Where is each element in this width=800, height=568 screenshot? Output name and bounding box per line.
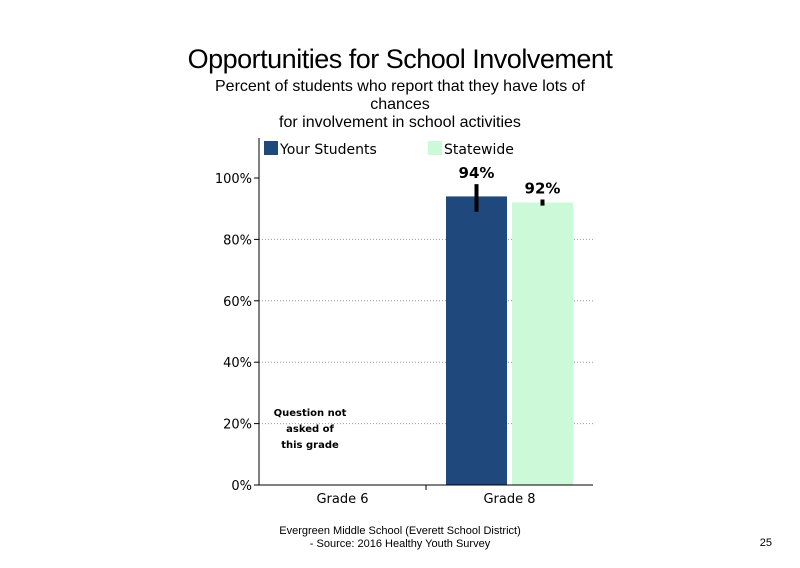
y-tick-label: 100% (214, 172, 252, 187)
data-labels (459, 164, 561, 197)
grade-6-annotation (274, 408, 347, 451)
subtitle-line-1: Percent of students who report that they have lots of (215, 78, 585, 95)
legend-swatch-your-students (264, 141, 278, 155)
y-tick-label: 20% (223, 417, 252, 433)
footer-source (250, 525, 550, 551)
annotation-line-3: this grade (281, 440, 339, 451)
y-tick-label: 0% (231, 479, 252, 494)
y-tick-label: 80% (223, 233, 252, 249)
chart-title: Opportunities for School Involvement (187, 44, 613, 74)
legend-label-your-students: Your Students (280, 142, 377, 158)
page-number: 25 (759, 537, 772, 549)
annotation-line-1: Question not (273, 408, 347, 419)
annotation-line-2: asked of (286, 424, 334, 435)
bar-statewide (512, 203, 573, 485)
footer-line-1: Evergreen Middle School (Everett School District) (279, 525, 521, 537)
subtitle-line-3: for involvement in school activities (279, 114, 521, 131)
legend-swatch-statewide (428, 141, 442, 155)
bars (446, 196, 573, 485)
data-label: 94% (458, 164, 495, 183)
subtitle-line-2: chances (370, 96, 430, 113)
data-label: 92% (524, 179, 561, 198)
footer-line-2: - Source: 2016 Healthy Youth Survey (309, 538, 491, 550)
legend (264, 141, 514, 158)
x-tick-label: Grade 6 (316, 492, 369, 507)
y-tick-label: 40% (223, 356, 252, 372)
y-tick-label: 60% (223, 294, 252, 310)
bar-your-students (446, 196, 507, 485)
legend-label-statewide: Statewide (444, 142, 514, 158)
x-axis-ticks (316, 485, 535, 507)
x-tick-label: Grade 8 (483, 492, 536, 507)
y-axis-ticks (215, 172, 259, 494)
